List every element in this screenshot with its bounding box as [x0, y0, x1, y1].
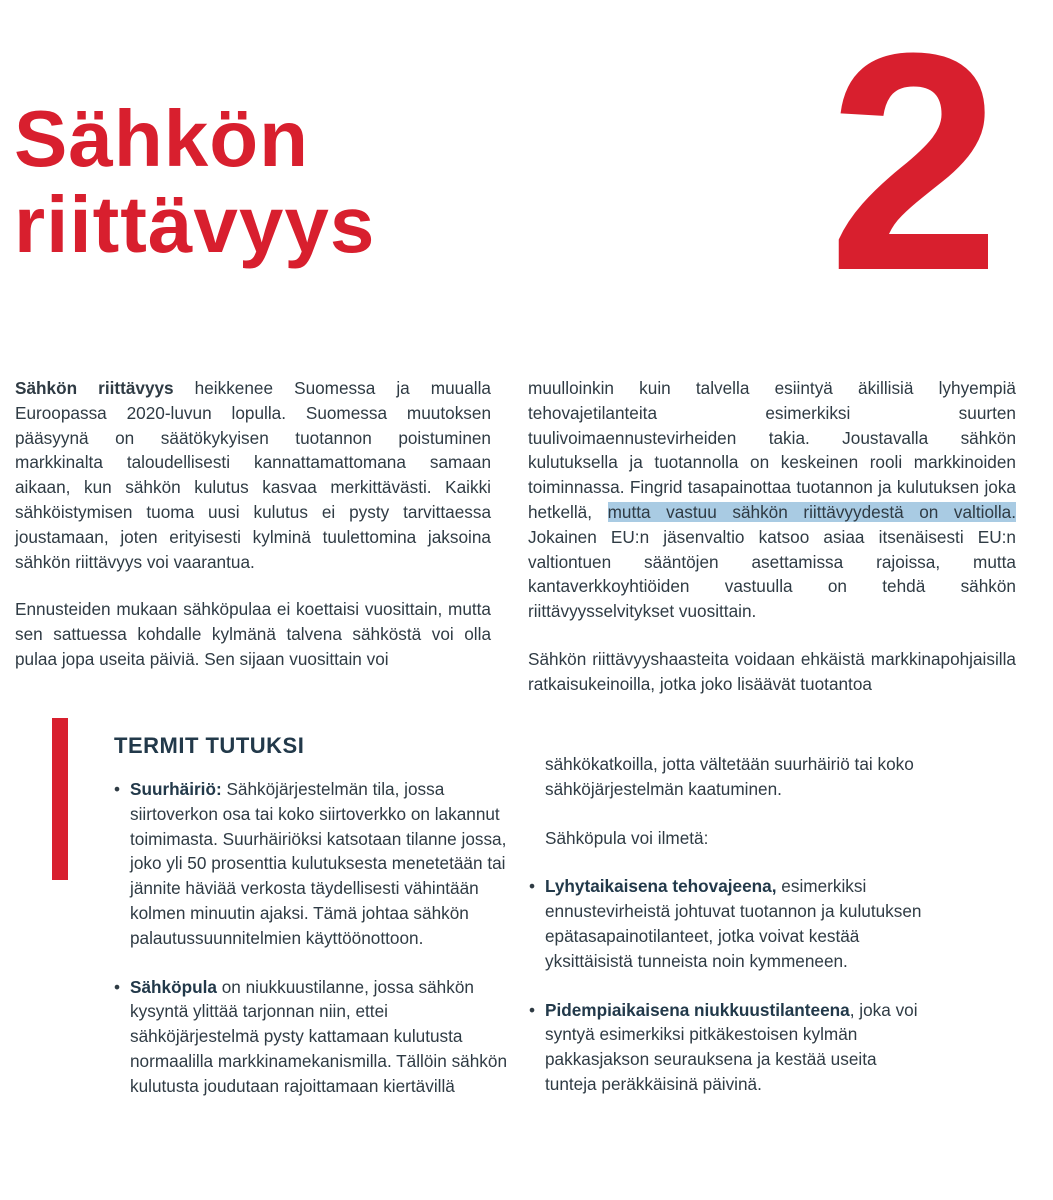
- term-item: • Suurhäiriö: Sähköjärjestelmän tila, jossa siirtoverkon osa tai koko siirtoverkko on lakannut toimimasta. Suurhäiriöksi katsotaan tilanne jossa, joko yli 50 prosenttia kulutuksesta menetetään tai jännite häviää verkosta täydellisesti vähintään kolmen minuutin ajaksi. Tämä johtaa sähkön palautussuunnitelmien käyttöönottoon.: [114, 779, 507, 948]
- term-continuation: sähkökatkoilla, jotta vältetään suurhäiriö tai koko sähköjärjestelmän kaatuminen.: [545, 754, 914, 799]
- terms-left-column: [112, 777, 512, 1123]
- bullet-icon: •: [114, 976, 121, 997]
- term-item: • Pidempiaikaisena niukkuustilanteena, joka voi syntyä esimerkiksi pitkäkestoisen kylmän pakkasjakson seurauksena ja kestää useita tunteja peräkkäisinä päivinä.: [529, 999, 918, 1094]
- title-line-1: Sähkön: [14, 94, 309, 183]
- term-intro: Sähköpula voi ilmetä:: [545, 827, 709, 848]
- term-label: Lyhytaikaisena tehovajeena,: [545, 876, 777, 897]
- lead-term: Sähkön riittävyys: [15, 378, 174, 398]
- terms-heading: TERMIT TUTUKSI: [114, 733, 305, 758]
- left-column: [15, 376, 491, 695]
- term-label: Pidempiaikaisena niukkuustilanteena: [545, 999, 850, 1020]
- left-paragraph-2: Ennusteiden mukaan sähköpulaa ei koettaisi vuosittain, mutta sen sattuessa kohdalle kylmänä talvena sähköstä voi olla pulaa jopa useita päiviä. Sen sijaan vuosittain voi: [15, 599, 491, 669]
- chapter-number: 2: [828, 0, 1001, 335]
- accent-bar: [52, 718, 68, 880]
- terms-right-column: [527, 752, 927, 1121]
- term-item: • Lyhytaikaisena tehovajeena, esimerkiksi ennustevirheistä johtuvat tuotannon ja kulutuksen epätasapainotilanteet, jotka voivat kestää yksittäisistä tunneista noin kymmeneen.: [529, 876, 922, 971]
- bullet-icon: •: [529, 999, 536, 1020]
- page-title: [14, 96, 375, 268]
- bullet-icon: •: [529, 876, 536, 897]
- right-column: [528, 376, 1016, 720]
- title-line-2: riittävyys: [14, 180, 376, 269]
- right-paragraph-1: muulloinkin kuin talvella esiintyä äkillisiä lyhyempiä tehovajetilanteita esimerkiksi suurten tuulivoimaennustevirheiden takia. Joustavalla sähkön kulutuksella ja tuotannolla on keskeinen rooli markkinoiden toiminnassa. Fingrid tasapainottaa tuotannon ja kulutuksen joka hetkellä, mutta vastuu sähkön riittävyydestä on valtiolla. Jokainen EU:n jäsenvaltio katsoo asiaa itsenäisesti EU:n valtiontuen sääntöjen asettamissa rajoissa, mutta kantaverkkoyhtiöiden vastuulla on tehdä sähkön riittävyysselvitykset vuosittain.: [528, 378, 1016, 622]
- bullet-icon: •: [114, 779, 121, 799]
- term-label: Suurhäiriö:: [130, 779, 222, 799]
- term-item: • Sähköpula on niukkuustilanne, jossa sähkön kysyntä ylittää tarjonnan niin, ettei sähköjärjestelmä pysty kattamaan kulutusta normaalilla markkinamekanismilla. Tällöin sähkön kulutusta joudutaan rajoittamaan kiertävillä: [114, 976, 508, 1096]
- right-paragraph-2: Sähkön riittävyyshaasteita voidaan ehkäistä markkinapohjaisilla ratkaisukeinoilla, jotka joko lisäävät tuotantoa: [528, 648, 1016, 694]
- selected-text-highlight[interactable]: mutta vastuu sähkön riittävyydestä on valtiolla.: [607, 501, 1016, 522]
- left-paragraph-1: Sähkön riittävyys heikkenee Suomessa ja muualla Euroopassa 2020-luvun lopulla. Suomessa muutoksen pääsyynä on säätökykyisen tuotannon poistuminen markkinalta taloudellisesti kannattamattomana samaan aikaan, kun sähkön kulutus kasvaa merkittävästi. Kaikki sähköistymisen tuoma uusi kulutus ei pysty tarvittaessa joustamaan, joten erityisesti kylminä tuulettomina jaksoina sähkön riittävyys voi vaarantua.: [15, 378, 491, 572]
- term-label: Sähköpula: [130, 976, 217, 997]
